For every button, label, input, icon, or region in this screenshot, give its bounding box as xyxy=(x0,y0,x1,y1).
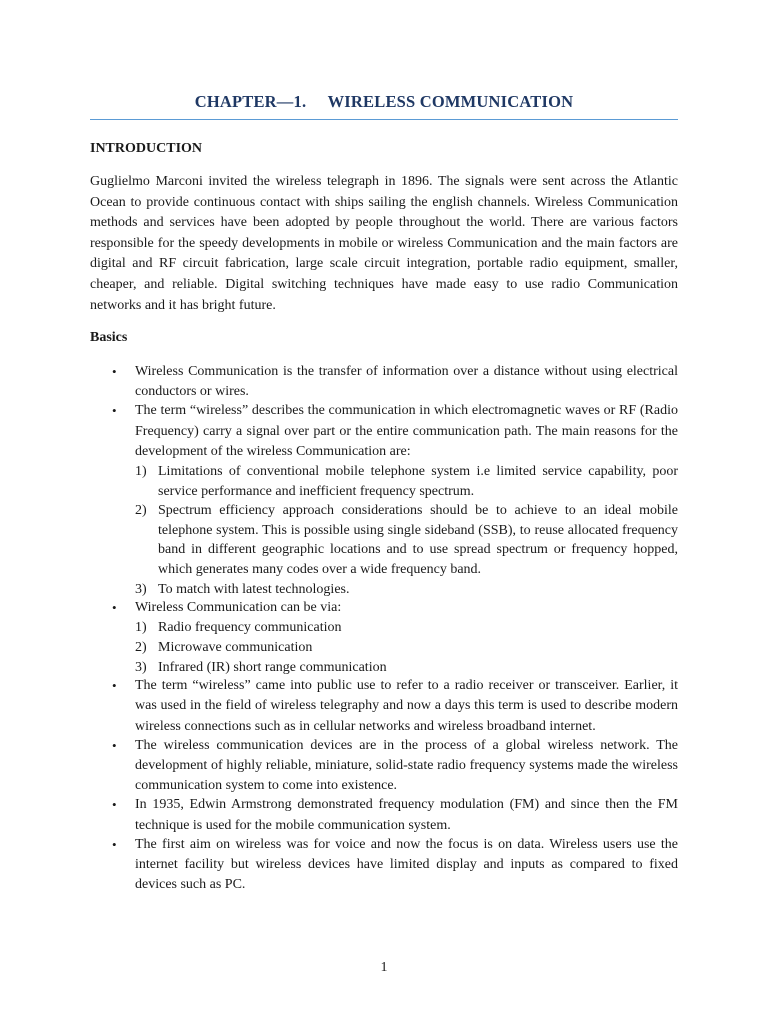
item-number: 3) xyxy=(135,581,147,597)
bullet-text: In 1935, Edwin Armstrong demonstrated frequency modulation (FM) and since then the FM technique is used for the mobile communication system. xyxy=(135,797,678,833)
bullet-item xyxy=(90,401,678,599)
numbered-item xyxy=(135,501,678,579)
bullet-text: The term “wireless” came into public use to refer to a radio receiver or transceiver. Earlier, it was used in the field of wireless telegraphy and now a days this term is used to describe modern wireless connections such as in cellular networks and wireless broadband internet. xyxy=(135,678,678,734)
bullet-text: The term “wireless” describes the communication in which electromagnetic waves or RF (Radio Frequency) carry a signal over part or the entire communication path. The main reasons for the development of the wireless Communication are: xyxy=(135,403,678,459)
bullet-icon: • xyxy=(112,678,117,694)
numbered-item-text: To match with latest technologies. xyxy=(158,581,350,597)
bullet-item xyxy=(90,835,678,896)
numbered-item xyxy=(135,580,678,600)
numbered-sub-list xyxy=(135,462,678,599)
item-number: 1) xyxy=(135,464,147,480)
chapter-title: CHAPTER—1. WIRELESS COMMUNICATION xyxy=(194,92,574,111)
bullet-item xyxy=(90,736,678,797)
bullet-icon: • xyxy=(112,403,117,419)
numbered-item-text: Spectrum efficiency approach considerations should be to achieve to an ideal mobile telephone system. This is possible using single sideband (SSB), to reuse allocated frequency band in different geographic locations and to use spread spectrum or frequency hopped, which generates many codes over a wide frequency band. xyxy=(158,503,678,577)
bullet-text: The wireless communication devices are in the process of a global wireless network. The development of highly reliable, miniature, solid-state radio frequency systems made the wireless communication system to come into existence. xyxy=(135,737,678,794)
page-number: 1 xyxy=(380,960,388,975)
numbered-item-text: Radio frequency communication xyxy=(158,620,342,636)
numbered-item xyxy=(135,462,678,501)
bullet-icon: • xyxy=(112,364,117,379)
item-number: 2) xyxy=(135,503,147,519)
bullet-item xyxy=(90,795,678,835)
bullet-text: Wireless Communication can be via: xyxy=(135,600,342,616)
numbered-item xyxy=(135,638,678,658)
item-number: 2) xyxy=(135,639,147,655)
basics-bullet-list xyxy=(90,362,678,895)
numbered-item-text: Infrared (IR) short range communication xyxy=(158,659,387,675)
bullet-icon: • xyxy=(112,836,117,852)
introduction-heading: INTRODUCTION xyxy=(90,141,203,156)
basics-heading: Basics xyxy=(90,330,128,345)
bullet-text: The first aim on wireless was for voice and now the focus is on data. Wireless users use the internet facility but wireless devices have limited display and inputs as compared to fixed devices such as PC. xyxy=(135,836,678,893)
bullet-item xyxy=(90,598,678,677)
numbered-item xyxy=(135,658,678,678)
numbered-item-text: Limitations of conventional mobile telephone system i.e limited service capability, poor service performance and inefficient frequency spectrum. xyxy=(158,464,678,499)
item-number: 1) xyxy=(135,620,147,636)
item-number: 3) xyxy=(135,659,147,675)
bullet-icon: • xyxy=(112,600,117,616)
bullet-icon: • xyxy=(112,737,117,753)
numbered-item-text: Microwave communication xyxy=(158,639,313,655)
bullet-item xyxy=(90,676,678,737)
title-underline xyxy=(90,119,678,120)
bullet-icon: • xyxy=(112,797,117,813)
introduction-paragraph: Guglielmo Marconi invited the wireless telegraph in 1896. The signals were sent across the Atlantic Ocean to provide continuous contact with ships sailing the english channels. Wireless Communication methods and services have been adopted by people throughout the world. There are various factors responsible for the speedy developments in mobile or wireless Communication and the main factors are digital and RF circuit fabrication, large scale circuit integration, portable radio equipment, smaller, cheaper, and reliable. Digital switching techniques have made easy to use radio Communication networks and it has bright future. xyxy=(90,174,678,313)
numbered-sub-list xyxy=(135,618,678,677)
numbered-item xyxy=(135,618,678,638)
bullet-text: Wireless Communication is the transfer of information over a distance without using electrical conductors or wires. xyxy=(135,364,678,400)
bullet-item xyxy=(90,362,678,402)
